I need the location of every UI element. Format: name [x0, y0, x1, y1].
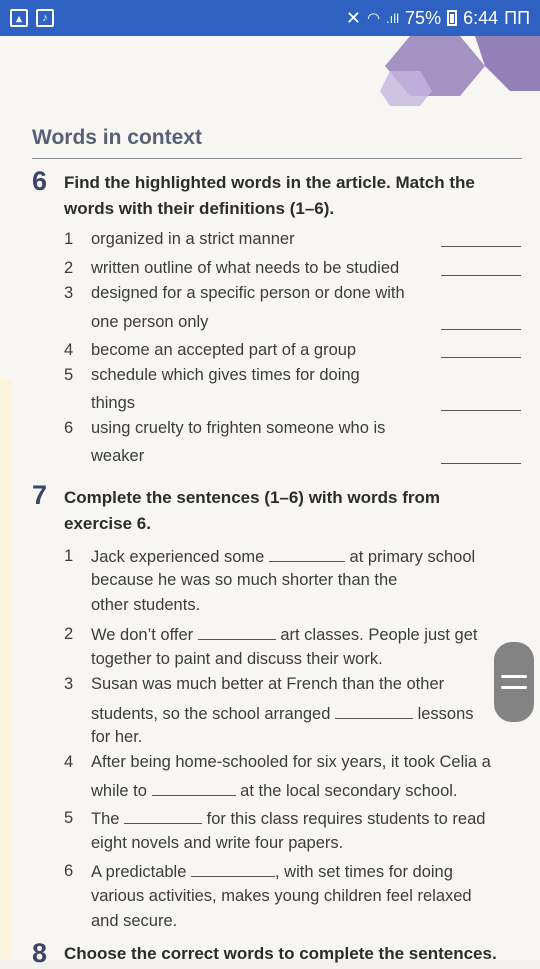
exercise-instruction: Find the highlighted words in the article. Match the words with their definitions (1–6).	[64, 173, 475, 218]
clock: 6:44	[463, 7, 499, 28]
exercise-instruction: Choose the correct words to complete the sentences.	[64, 944, 497, 963]
sentence-text: After being home-schooled for six years, it took Celia a	[91, 753, 491, 771]
item-number: 5	[64, 366, 74, 384]
sentence-text: A predictable , with set times for doing	[91, 863, 453, 881]
sentence-text: other students.	[91, 596, 201, 614]
sentence-text: The for this class requires students to read	[91, 810, 486, 828]
sentence-text: students, so the school arranged lessons	[91, 705, 474, 723]
answer-blank[interactable]	[124, 809, 202, 824]
item-number: 6	[64, 419, 74, 437]
answer-blank[interactable]	[152, 781, 236, 796]
section-divider	[32, 158, 522, 159]
answer-blank[interactable]	[441, 357, 521, 358]
sentence-text: for her.	[91, 728, 143, 746]
answer-blank[interactable]	[441, 246, 521, 247]
exercise-number: 6	[32, 166, 48, 196]
definition-text: become an accepted part of a group	[91, 341, 357, 359]
sentence-text: and secure.	[91, 912, 178, 930]
sentence-text: Susan was much better at French than the other	[91, 675, 445, 693]
definition-text: using cruelty to frighten someone who is	[91, 419, 386, 437]
answer-blank[interactable]	[198, 625, 276, 640]
definition-text: organized in a strict manner	[91, 230, 295, 248]
definition-text: things	[91, 394, 136, 412]
clock-suffix: ПП	[504, 7, 530, 28]
battery-icon	[447, 10, 457, 26]
answer-blank[interactable]	[191, 862, 275, 877]
definition-text: schedule which gives times for doing	[91, 366, 360, 384]
answer-blank[interactable]	[441, 275, 521, 276]
item-number: 1	[64, 547, 74, 565]
sentence-text: Jack experienced some at primary school	[91, 548, 476, 566]
answer-blank[interactable]	[269, 547, 345, 562]
item-number: 4	[64, 753, 74, 771]
handle-grip-icon	[501, 675, 527, 678]
item-number: 2	[64, 625, 74, 643]
page-margin-strip	[0, 380, 12, 960]
exercise-number: 8	[32, 938, 48, 968]
sentence-text: various activities, makes young children feel relaxed	[91, 887, 472, 905]
answer-blank[interactable]	[335, 704, 413, 719]
handle-grip-icon	[501, 686, 527, 689]
section-title: Words in context	[32, 126, 202, 149]
image-icon: ▴	[10, 9, 28, 27]
wifi-icon: ◠	[366, 10, 381, 27]
music-icon: ♪	[36, 9, 54, 27]
answer-blank[interactable]	[441, 329, 521, 330]
signal-icon: .ıll	[386, 10, 400, 26]
sentence-text: eight novels and write four papers.	[91, 834, 344, 852]
answer-blank[interactable]	[441, 463, 521, 464]
item-number: 4	[64, 341, 74, 359]
sentence-text: We don’t offer art classes. People just get	[91, 626, 478, 644]
sentence-text: while to at the local secondary school.	[91, 782, 458, 800]
answer-blank[interactable]	[441, 410, 521, 411]
scroll-handle[interactable]	[494, 642, 534, 722]
item-number: 3	[64, 675, 74, 693]
item-number: 2	[64, 259, 74, 277]
item-number: 1	[64, 230, 74, 248]
item-number: 5	[64, 809, 74, 827]
sentence-text: together to paint and discuss their work.	[91, 650, 383, 668]
definition-text: weaker	[91, 447, 145, 465]
item-number: 3	[64, 284, 74, 302]
hexagon-decoration	[380, 36, 540, 106]
exercise-number: 7	[32, 480, 48, 510]
battery-percent: 75%	[405, 7, 442, 28]
status-bar	[0, 0, 540, 36]
definition-text: one person only	[91, 313, 209, 331]
sentence-text: because he was so much shorter than the	[91, 571, 398, 589]
definition-text: written outline of what needs to be studied	[91, 259, 400, 277]
definition-text: designed for a specific person or done with	[91, 284, 405, 302]
mute-icon: ✕	[345, 7, 361, 28]
exercise-instruction: Complete the sentences (1–6) with words from exercise 6.	[64, 488, 440, 533]
item-number: 6	[64, 862, 74, 880]
